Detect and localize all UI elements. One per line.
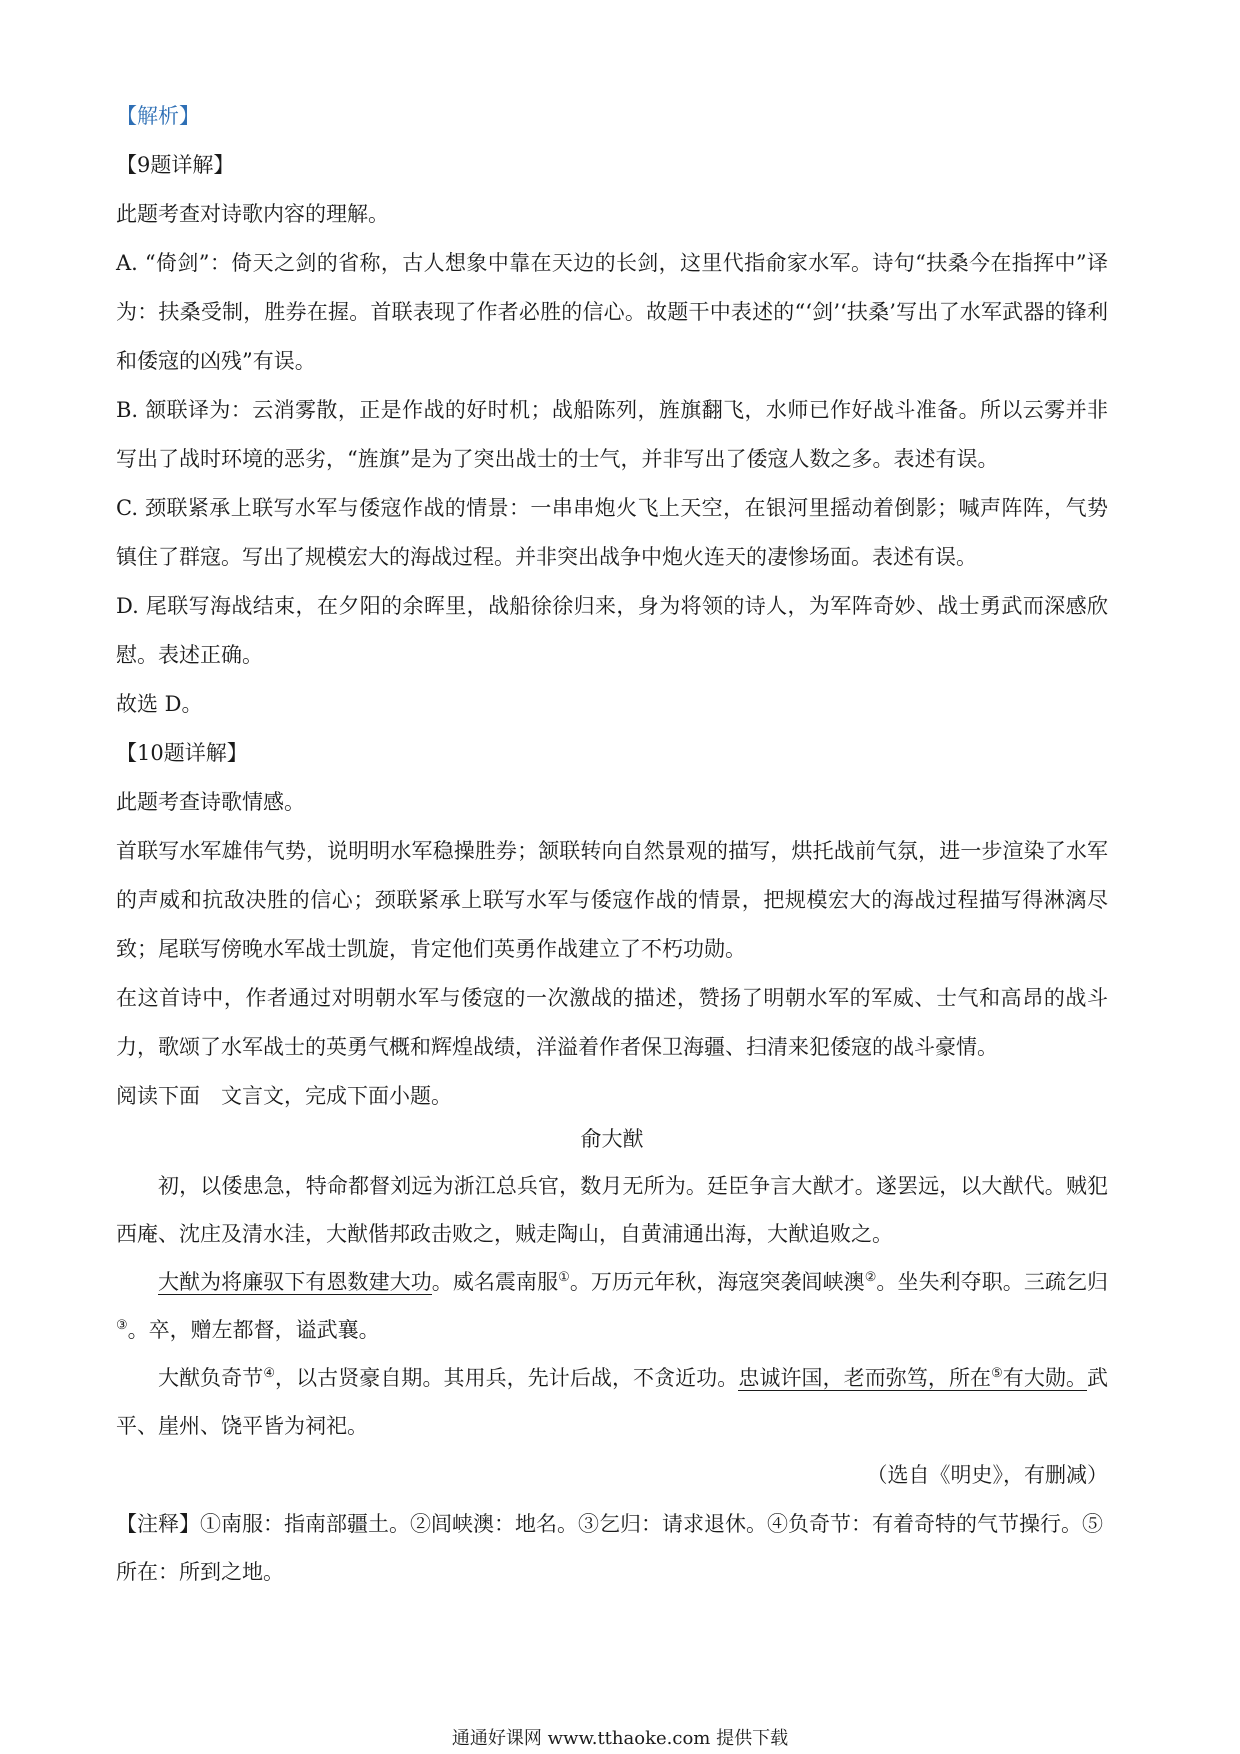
classical-paragraph-1: 初，以倭患急，特命都督刘远为浙江总兵官，数月无所为。廷臣争言大猷才。遂罢远，以大猷代。贼犯西庵、沈庄及清水洼，大猷偕邦政击败之，贼走陶山，自黄浦通出海，大猷追败之。 [116,1174,1108,1246]
footnote-marker-3: ③ [116,1318,128,1333]
q9-intro: 此题考查对诗歌内容的理解。 [116,202,389,226]
q10-paragraph-2: 在这首诗中，作者通过对明朝水军与倭寇的一次激战的描述，赞扬了明朝水军的军威、士气和高昂的战斗力，歌颂了水军战士的英勇气概和辉煌战绩，洋溢着作者保卫海疆、扫清来犯倭寇的战斗豪情。 [116,986,1108,1059]
text-run: 。万历元年秋，海寇突袭闾峡澳 [569,1270,865,1294]
classical-paragraph-2 [116,1258,1108,1354]
reading-prompt: 阅读下面 文言文，完成下面小题。 [116,1084,452,1108]
classical-paragraph-3 [116,1354,1108,1450]
text-run: 忠诚许国，老而弥笃，所在 [738,1366,992,1390]
text-run: ，以古贤豪自期。其用兵，先计后战，不贪近功。 [275,1366,739,1390]
source-citation: （选自《明史》，有删减） [866,1463,1108,1487]
q9-option-a: A. “倚剑”：倚天之剑的省称，古人想象中靠在天边的长剑，这里代指俞家水军。诗句“扶桑今在指挥中”译为：扶桑受制，胜券在握。首联表现了作者必胜的信心。故题干中表述的“‘剑’‘扶桑’写出了水军武器的锋利和倭寇的凶残”有误。 [116,251,1108,373]
underlined-sentence-1: 大猷为将廉驭下有恩数建大功 [158,1270,432,1294]
text-run: 有大勋。 [1002,1366,1088,1390]
q9-title: 【9题详解】 [116,153,235,177]
footnote-marker-2: ② [864,1270,877,1285]
text-run: 。卒，赠左都督，谥武襄。 [127,1318,380,1342]
text-run: 。威名震南服 [431,1270,559,1294]
footnote-marker-4: ④ [263,1366,276,1381]
footnote-marker-5: ⑤ [991,1366,1003,1381]
q9-answer: 故选 D。 [116,692,203,716]
q10-title: 【10题详解】 [116,741,248,765]
text-run: 大猷负奇节 [158,1366,264,1390]
classical-title: 俞大猷 [580,1127,644,1151]
text-run: 。坐失利夺职。三疏乞归 [876,1270,1109,1294]
q10-paragraph-1: 首联写水军雄伟气势，说明明水军稳操胜券；颔联转向自然景观的描写，烘托战前气氛，进一步渲染了水军的声威和抗敌决胜的信心；颈联紧承上联写水军与倭寇作战的情景，把规模宏大的海战过程描写得淋漓尽致；尾联写傍晚水军战士凯旋，肯定他们英勇作战建立了不朽功勋。 [116,839,1108,961]
q9-option-d: D. 尾联写海战结束，在夕阳的余晖里，战船徐徐归来，身为将领的诗人，为军阵奇妙、战士勇武而深感欣慰。表述正确。 [116,594,1108,667]
text-run: 武平、崖州、饶平皆为祠祀。 [116,1366,1109,1438]
analysis-heading: 【解析】 [116,104,200,128]
page-footer: 通通好课网 www.tthaoke.com 提供下载 [451,1728,789,1749]
q9-option-b: B. 颔联译为：云消雾散，正是作战的好时机；战船陈列，旌旗翻飞，水师已作好战斗准备。所以云雾并非写出了战时环境的恶劣，“旌旗”是为了突出战士的士气，并非写出了倭寇人数之多。表述有误。 [116,398,1108,471]
footnote-marker-1: ① [558,1270,570,1285]
q10-intro: 此题考查诗歌情感。 [116,790,305,814]
analysis-section [116,92,1108,1121]
underlined-sentence-2 [738,1366,1087,1391]
annotation-notes: 【注释】①南服：指南部疆土。②闾峡澳：地名。③乞归：请求退休。④负奇节：有着奇特的气节操行。⑤所在：所到之地。 [116,1512,1103,1584]
q9-option-c: C. 颈联紧承上联写水军与倭寇作战的情景：一串串炮火飞上天空，在银河里摇动着倒影；喊声阵阵，气势镇住了群寇。写出了规模宏大的海战过程。并非突出战争中炮火连天的凄惨场面。表述有误。 [116,496,1108,569]
classical-text-section [116,1116,1108,1596]
